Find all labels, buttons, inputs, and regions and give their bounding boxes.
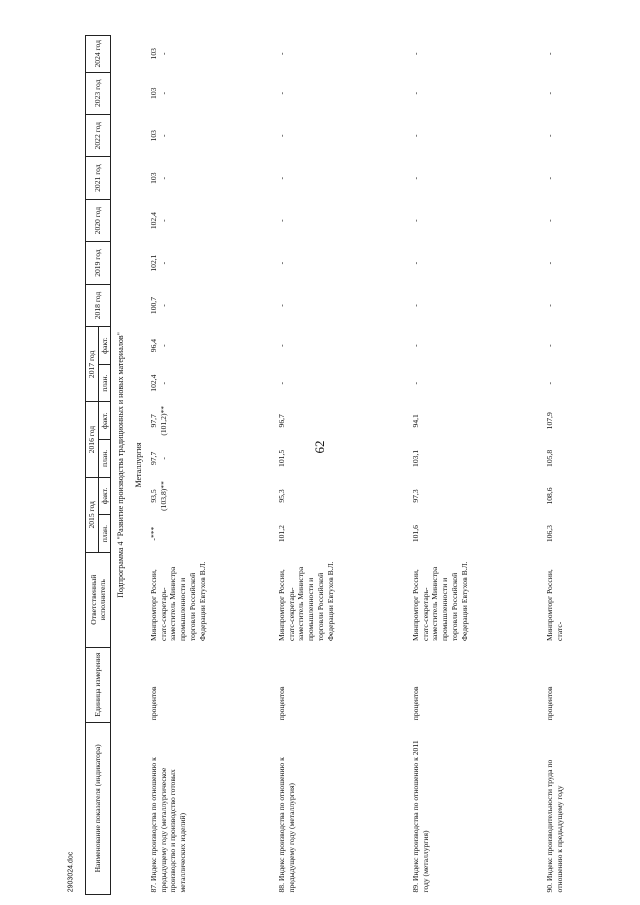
indicator-name: 87. Индекс производства по отношению к предыдущему году (металлургическое производство и производство готовых металлических изделий) xyxy=(148,757,188,893)
table-row xyxy=(542,36,582,895)
plan-2017-cell: - xyxy=(410,381,420,385)
plan-2017-cell: - xyxy=(544,381,554,385)
value-2022-cell: - xyxy=(410,134,420,137)
table-header xyxy=(86,36,111,895)
value-2021: 103 xyxy=(148,172,158,184)
value-2020-cell xyxy=(146,199,274,241)
plan-2015-cell: 106,3 xyxy=(544,525,554,543)
value-2018-comparable: - xyxy=(158,304,168,307)
document-id: 2903024.doc xyxy=(67,851,75,893)
value-2019-cell xyxy=(146,242,274,284)
fact-2015-cell: 108,6 xyxy=(544,487,554,505)
value-2019-cell: - xyxy=(276,261,286,265)
fact-2016-cell xyxy=(146,402,274,440)
value-2019-cell: - xyxy=(410,261,420,265)
fact-2016-value: 97,7 xyxy=(148,414,158,428)
value-2022: 103 xyxy=(148,130,158,142)
fact-2015-cell xyxy=(146,477,274,515)
value-2019-cell: - xyxy=(544,261,554,265)
header-2016-fact: факт. xyxy=(98,402,111,440)
responsible-cell: Минпромторг России, статс-секретарь-заместитель Министра промышленности и торговли Российской Федерации Евтухов В.Л. xyxy=(148,561,207,642)
header-2021: 2021 год xyxy=(86,157,111,199)
header-indicator: Наименование показателя (индикатора) xyxy=(86,722,111,894)
fact-2017-comparable: - xyxy=(158,344,168,347)
fact-2016-cell: 94,1 xyxy=(410,414,420,428)
indicator-name: 89. Индекс производства по отношению к 2011 году (металлургия) xyxy=(410,740,430,893)
header-2019: 2019 год xyxy=(86,242,111,284)
fact-2015-cell: 95,3 xyxy=(276,489,286,503)
unit-cell: процентов xyxy=(544,686,554,721)
plan-2016-comparable: - xyxy=(158,457,168,460)
header-2015-plan: план. xyxy=(98,515,111,553)
header-2016-plan: план. xyxy=(98,440,111,478)
header-2016: 2016 год xyxy=(86,402,99,477)
plan-2016-cell: 105,8 xyxy=(544,449,554,467)
header-2017-plan: план. xyxy=(98,364,111,402)
fact-2017-cell: - xyxy=(410,344,420,347)
value-2018: 100,7 xyxy=(148,296,158,315)
value-2024-cell: - xyxy=(544,52,554,56)
plan-2016-value: 97,7 xyxy=(148,451,158,466)
value-2024-cell: - xyxy=(410,52,420,56)
subprogram-title: Подпрограмма 4 "Развитие производства традиционных и новых материалов" xyxy=(116,332,126,598)
value-2024-cell xyxy=(146,36,274,73)
header-2022: 2022 год xyxy=(86,114,111,156)
value-2021-comparable: - xyxy=(158,176,168,180)
responsible-cell: Минпромторг России, статс-секретарь-заместитель Министра промышленности и торговли Российской Федерации Евтухов В.Л. xyxy=(276,561,335,642)
value-2022-comparable: - xyxy=(158,134,168,137)
value-2024-comparable: - xyxy=(158,52,168,56)
plan-2016-cell: 103,1 xyxy=(410,449,420,467)
plan-2015-cell: -*** xyxy=(148,526,158,541)
header-2015: 2015 год xyxy=(86,477,99,552)
fact-2017-cell xyxy=(146,327,274,365)
value-2018-cell: - xyxy=(276,304,286,307)
fact-2015-comparable: (103,8)** xyxy=(158,481,168,511)
plan-2017-cell xyxy=(146,364,274,402)
header-2018: 2018 год xyxy=(86,284,111,326)
value-2020-cell: - xyxy=(544,219,554,222)
value-2023-cell: - xyxy=(544,92,554,95)
value-2021-cell: - xyxy=(410,176,420,180)
value-2022-cell: - xyxy=(544,134,554,137)
header-2015-fact: факт. xyxy=(98,477,111,515)
header-2017: 2017 год xyxy=(86,327,99,402)
unit-cell: процентов xyxy=(410,686,420,721)
plan-2015-cell: 101,2 xyxy=(276,525,286,543)
table-row xyxy=(274,36,408,895)
value-2024: 103 xyxy=(148,48,158,60)
plan-2016-cell: 101,5 xyxy=(276,449,286,467)
unit-cell: процентов xyxy=(276,686,286,721)
value-2021-cell: - xyxy=(276,176,286,180)
fact-2015-value: 93,5 xyxy=(148,489,158,503)
section-title: Металлургия xyxy=(133,442,143,488)
fact-2017-cell: - xyxy=(276,344,286,347)
indicator-name: 88. Индекс производства по отношению к предыдущему году (металлургия) xyxy=(276,757,296,893)
value-2022-cell xyxy=(146,114,274,156)
value-2019-comparable: - xyxy=(158,261,168,265)
value-2018-cell: - xyxy=(410,304,420,307)
value-2021-cell xyxy=(146,157,274,199)
value-2023-cell xyxy=(146,72,274,114)
value-2020-cell: - xyxy=(410,219,420,222)
plan-2016-cell xyxy=(146,440,274,478)
value-2019: 102,1 xyxy=(148,254,158,272)
value-2022-cell: - xyxy=(276,134,286,137)
indicator-table-page xyxy=(85,35,640,895)
header-2024: 2024 год xyxy=(86,36,111,73)
value-2020-comparable: - xyxy=(158,219,168,222)
value-2021-cell: - xyxy=(544,176,554,180)
value-2023-cell: - xyxy=(410,92,420,95)
responsible-cell: Минпромторг России, статс-секретарь-заместитель Министра промышленности и торговли Российской Федерации Евтухов В.Л. xyxy=(410,561,469,642)
header-2020: 2020 год xyxy=(86,199,111,241)
header-responsible: Ответственный исполнитель xyxy=(86,552,111,647)
fact-2016-comparable: (101,2)** xyxy=(158,405,168,436)
value-2018-cell: - xyxy=(544,304,554,307)
value-2023-cell: - xyxy=(276,92,286,95)
indicator-table xyxy=(85,35,582,895)
value-2020: 102,4 xyxy=(148,212,158,230)
unit-cell: процентов xyxy=(148,686,158,721)
fact-2016-cell: 96,7 xyxy=(276,414,286,428)
table-row xyxy=(408,36,542,895)
value-2023-comparable: - xyxy=(158,92,168,95)
page-number: 62 xyxy=(312,440,327,454)
fact-2017-cell: - xyxy=(544,344,554,347)
plan-2017-value: 102,4 xyxy=(148,374,158,392)
header-2017-fact: факт. xyxy=(98,327,111,365)
plan-2017-cell: - xyxy=(276,381,286,385)
fact-2017-value: 96,4 xyxy=(148,338,158,353)
fact-2015-cell: 97,3 xyxy=(410,489,420,503)
indicator-name: 90. Индекс производительности труда по отношению к предыдущему году xyxy=(544,759,564,893)
plan-2017-comparable: - xyxy=(158,381,168,385)
plan-2015-cell: 101,6 xyxy=(410,525,420,543)
header-2023: 2023 год xyxy=(86,72,111,114)
table-row xyxy=(146,36,274,895)
value-2020-cell: - xyxy=(276,219,286,222)
value-2018-cell xyxy=(146,284,274,326)
value-2023: 103 xyxy=(148,87,158,99)
header-unit: Единица измерения xyxy=(86,647,111,722)
fact-2016-cell: 107,9 xyxy=(544,412,554,430)
value-2024-cell: - xyxy=(276,52,286,56)
responsible-cell: Минпромторг России, статс- xyxy=(544,569,564,642)
